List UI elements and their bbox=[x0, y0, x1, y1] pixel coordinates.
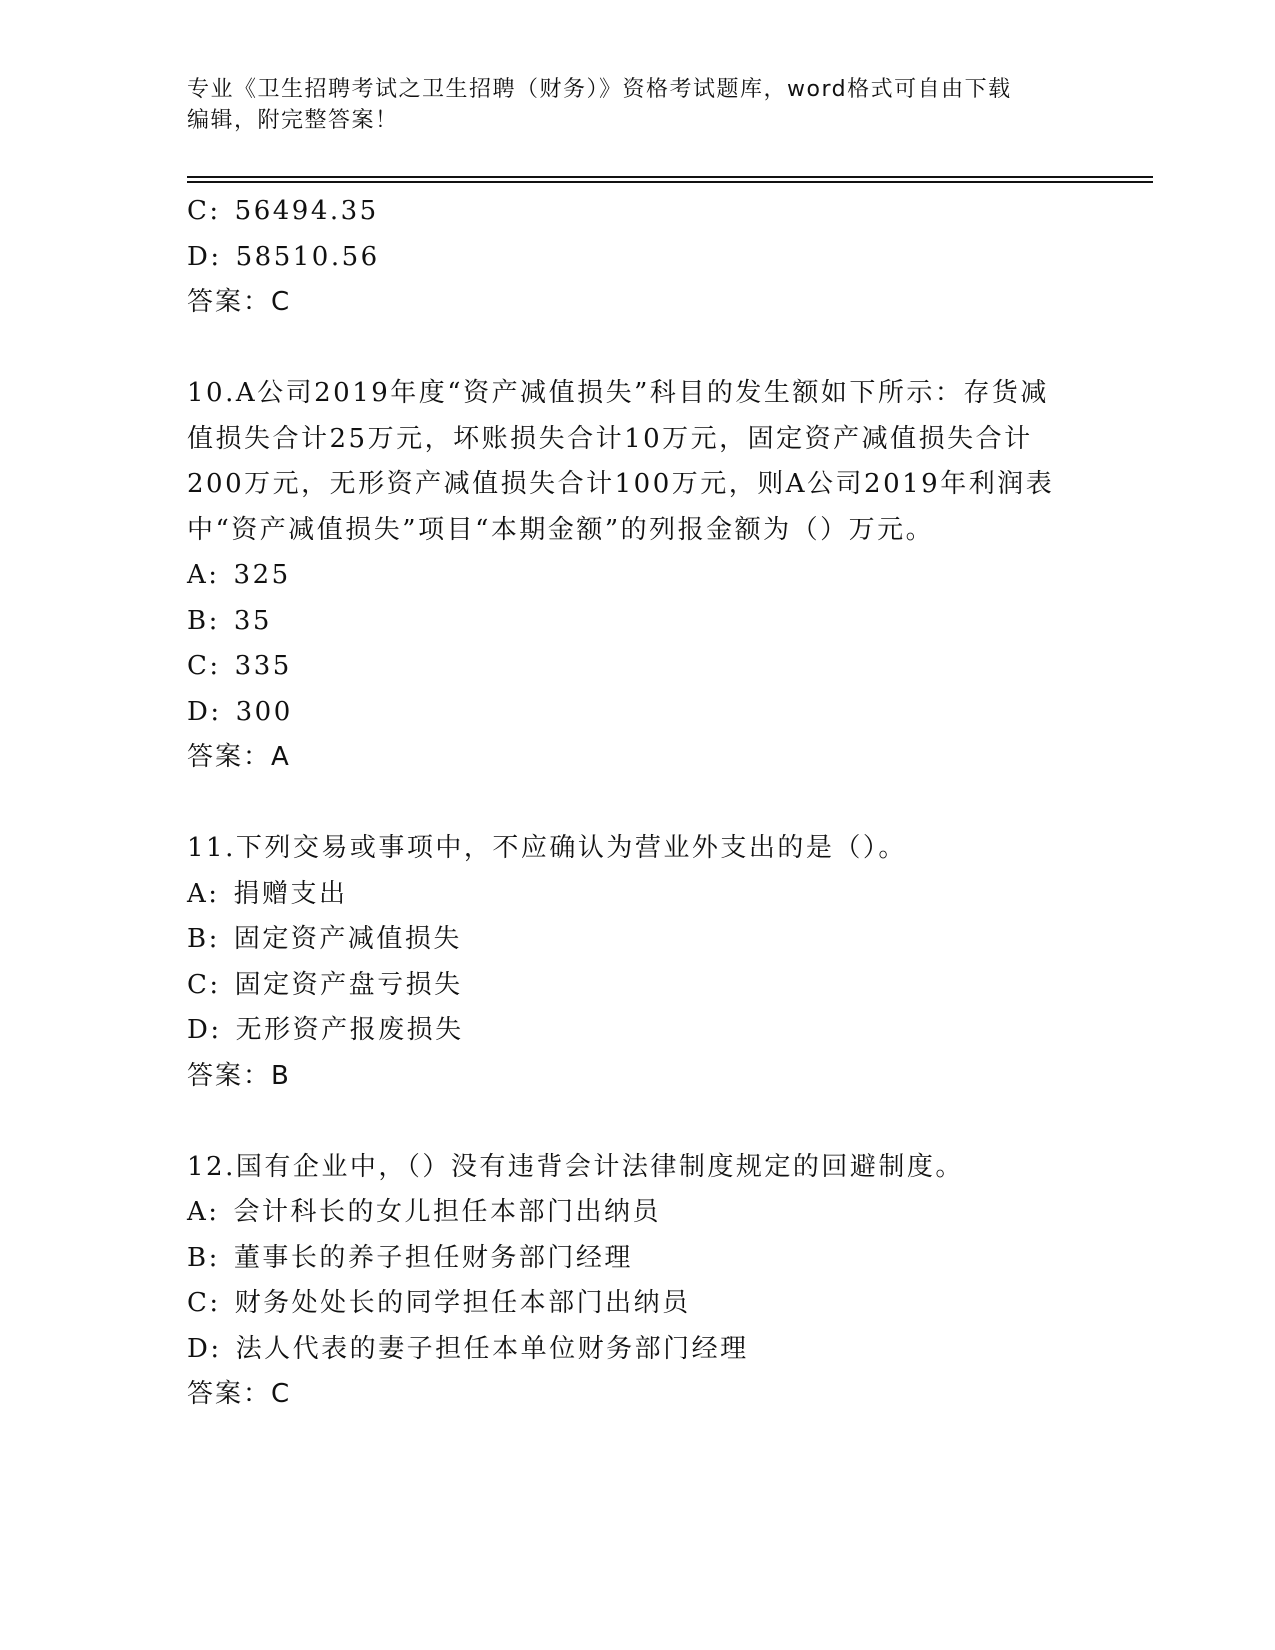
option-c: C: 固定资产盘亏损失 bbox=[187, 969, 463, 1000]
answer-line: 答案：C bbox=[187, 1379, 292, 1409]
option-c: C: 56494.35 bbox=[187, 196, 379, 226]
spacer bbox=[187, 1099, 1087, 1145]
answer-line: 答案：A bbox=[187, 742, 291, 772]
option-c: C: 335 bbox=[187, 651, 292, 681]
question-stem-line: 10.A公司2019年度“资产减值损失”科目的发生额如下所示：存货减 bbox=[187, 378, 1049, 408]
header-line-1: 专业《卫生招聘考试之卫生招聘（财务）》资格考试题库，word格式可自由下载 bbox=[187, 77, 1012, 102]
question-11 bbox=[187, 826, 1087, 1099]
option-a: A: 会计科长的女儿担任本部门出纳员 bbox=[187, 1197, 662, 1227]
header-divider-top bbox=[187, 176, 1153, 178]
header-divider-bottom bbox=[187, 181, 1153, 183]
answer-line: 答案：C bbox=[187, 287, 292, 317]
header-line-2: 编辑，附完整答案！ bbox=[187, 108, 399, 133]
option-d: D: 58510.56 bbox=[187, 241, 380, 272]
answer-line: 答案：B bbox=[187, 1060, 291, 1091]
question-stem-line: 值损失合计25万元，坏账损失合计10万元，固定资产减值损失合计 bbox=[187, 423, 1033, 454]
document-header bbox=[187, 74, 1087, 136]
option-a: A: 捐赠支出 bbox=[187, 878, 348, 909]
question-12 bbox=[187, 1145, 1087, 1418]
question-stem-line: 11.下列交易或事项中，不应确认为营业外支出的是（）。 bbox=[187, 833, 907, 863]
prev-question bbox=[187, 189, 1087, 326]
option-a: A: 325 bbox=[187, 560, 291, 590]
question-stem-line: 200万元，无形资产减值损失合计100万元，则A公司2019年利润表 bbox=[187, 469, 1055, 499]
spacer bbox=[187, 781, 1087, 827]
option-d: D: 法人代表的妻子担任本单位财务部门经理 bbox=[187, 1333, 749, 1364]
option-b: B: 董事长的养子担任财务部门经理 bbox=[187, 1242, 633, 1273]
question-stem-line: 中“资产减值损失”项目“本期金额”的列报金额为（）万元。 bbox=[187, 514, 935, 545]
option-c: C: 财务处处长的同学担任本部门出纳员 bbox=[187, 1288, 691, 1318]
spacer bbox=[187, 326, 1087, 372]
question-content bbox=[187, 189, 1087, 1418]
option-d: D: 无形资产报废损失 bbox=[187, 1015, 464, 1045]
option-d: D: 300 bbox=[187, 696, 293, 727]
question-10 bbox=[187, 371, 1087, 781]
question-stem-line: 12.国有企业中，（）没有违背会计法律制度规定的回避制度。 bbox=[187, 1151, 964, 1182]
option-b: B: 固定资产减值损失 bbox=[187, 924, 462, 954]
option-b: B: 35 bbox=[187, 605, 272, 636]
